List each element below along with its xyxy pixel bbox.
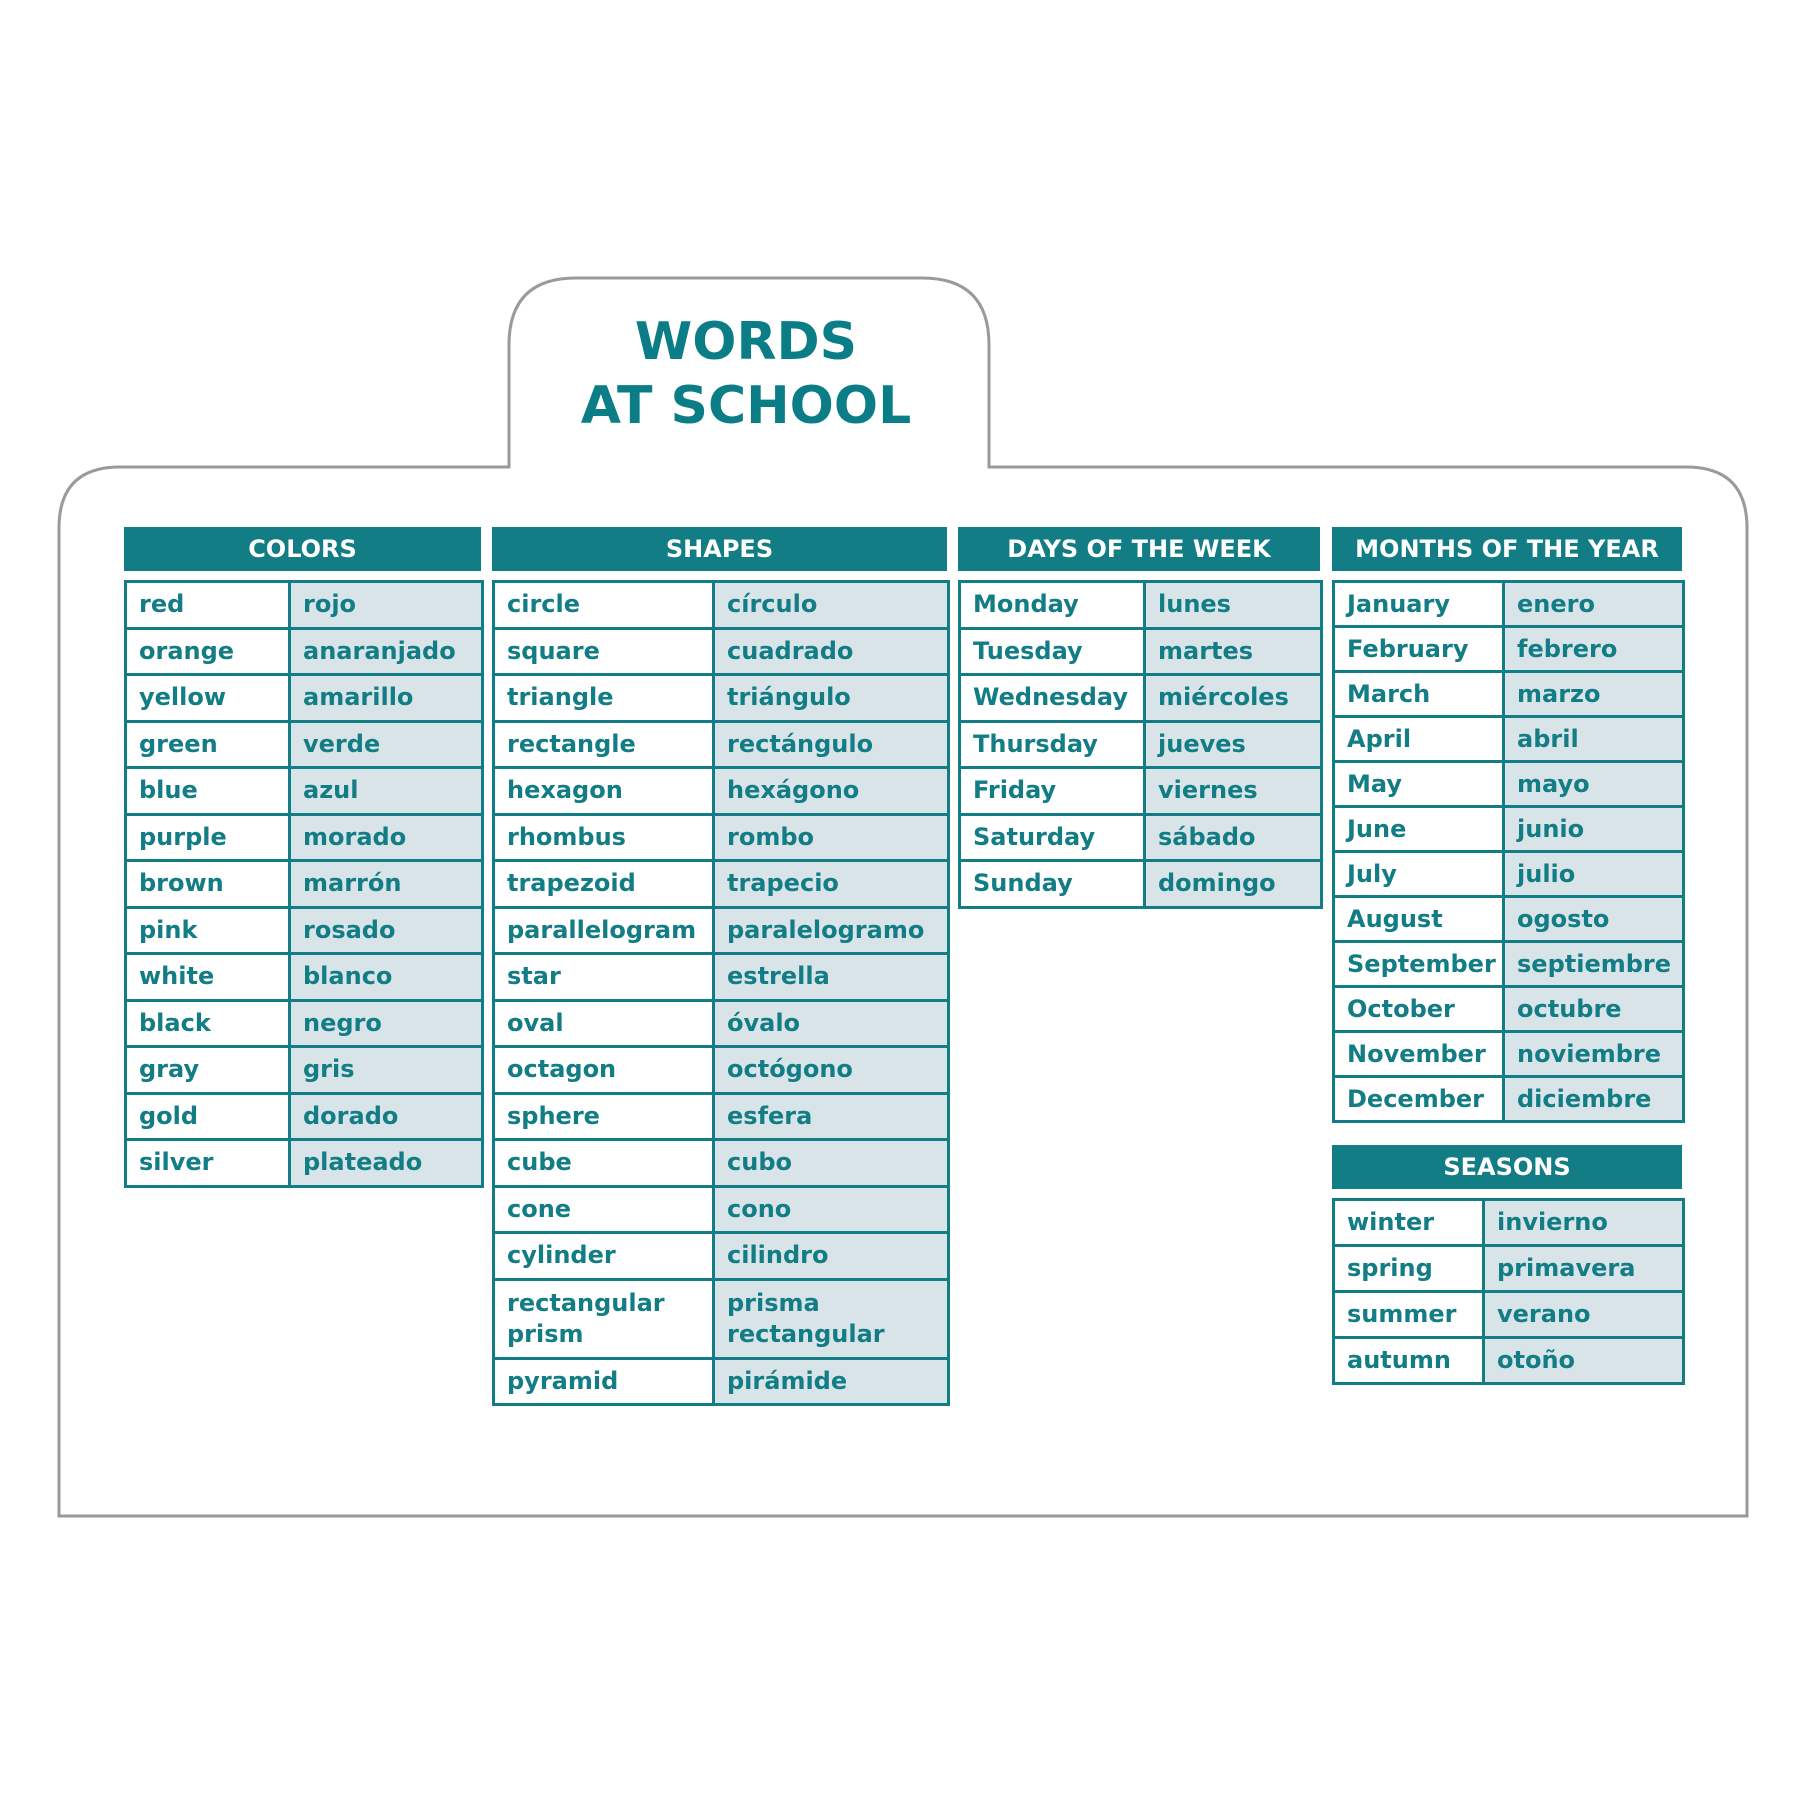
month-english: February	[1334, 627, 1504, 672]
shape-row	[494, 1093, 949, 1140]
color-row	[126, 907, 483, 954]
color-row	[126, 1140, 483, 1187]
shape-spanish: óvalo	[714, 1000, 949, 1047]
color-english: silver	[126, 1140, 290, 1187]
shape-row	[494, 721, 949, 768]
color-english: brown	[126, 861, 290, 908]
month-english: July	[1334, 852, 1504, 897]
color-english: gray	[126, 1047, 290, 1094]
shape-spanish: cono	[714, 1186, 949, 1233]
shape-row	[494, 582, 949, 629]
seasons-section	[1332, 1145, 1682, 1385]
month-english: December	[1334, 1077, 1504, 1122]
shape-row	[494, 1233, 949, 1280]
shape-row	[494, 861, 949, 908]
shape-english: square	[494, 628, 714, 675]
shape-english: rectangular prism	[494, 1279, 714, 1358]
shape-spanish: rombo	[714, 814, 949, 861]
day-spanish: miércoles	[1145, 675, 1322, 722]
shapes-section	[492, 527, 947, 1406]
season-spanish: invierno	[1484, 1200, 1684, 1246]
day-english: Thursday	[960, 721, 1145, 768]
color-english: yellow	[126, 675, 290, 722]
seasons-table	[1332, 1198, 1685, 1385]
month-spanish: mayo	[1504, 762, 1684, 807]
month-spanish: septiembre	[1504, 942, 1684, 987]
seasons-header: SEASONS	[1332, 1145, 1682, 1189]
colors-table	[124, 580, 484, 1188]
day-row	[960, 721, 1322, 768]
color-spanish: morado	[290, 814, 483, 861]
shapes-table	[492, 580, 950, 1406]
color-english: white	[126, 954, 290, 1001]
shape-row	[494, 1000, 949, 1047]
month-row	[1334, 942, 1684, 987]
color-english: blue	[126, 768, 290, 815]
shape-english: cone	[494, 1186, 714, 1233]
months-header: MONTHS OF THE YEAR	[1332, 527, 1682, 571]
title-line-2: AT SCHOOL	[580, 376, 912, 436]
shape-english: trapezoid	[494, 861, 714, 908]
color-english: gold	[126, 1093, 290, 1140]
day-row	[960, 861, 1322, 908]
shape-spanish: estrella	[714, 954, 949, 1001]
month-spanish: octubre	[1504, 987, 1684, 1032]
color-row	[126, 721, 483, 768]
season-row	[1334, 1338, 1684, 1384]
month-english: January	[1334, 582, 1504, 627]
season-row	[1334, 1200, 1684, 1246]
month-english: October	[1334, 987, 1504, 1032]
month-spanish: marzo	[1504, 672, 1684, 717]
shape-row	[494, 907, 949, 954]
month-spanish: julio	[1504, 852, 1684, 897]
shape-english: hexagon	[494, 768, 714, 815]
month-row	[1334, 897, 1684, 942]
month-spanish: ogosto	[1504, 897, 1684, 942]
shape-english: oval	[494, 1000, 714, 1047]
shape-english: pyramid	[494, 1358, 714, 1405]
season-spanish: otoño	[1484, 1338, 1684, 1384]
shape-row	[494, 1047, 949, 1094]
shape-row	[494, 814, 949, 861]
page-title	[508, 310, 984, 438]
month-row	[1334, 807, 1684, 852]
shape-row	[494, 1358, 949, 1405]
color-row	[126, 1047, 483, 1094]
shape-spanish: prisma rectangular	[714, 1279, 949, 1358]
shape-english: rectangle	[494, 721, 714, 768]
shape-spanish: trapecio	[714, 861, 949, 908]
day-spanish: sábado	[1145, 814, 1322, 861]
month-spanish: noviembre	[1504, 1032, 1684, 1077]
month-english: May	[1334, 762, 1504, 807]
month-spanish: abril	[1504, 717, 1684, 762]
shapes-header: SHAPES	[492, 527, 947, 571]
shape-spanish: esfera	[714, 1093, 949, 1140]
day-row	[960, 814, 1322, 861]
month-row	[1334, 627, 1684, 672]
day-row	[960, 675, 1322, 722]
shape-row	[494, 768, 949, 815]
color-spanish: azul	[290, 768, 483, 815]
shape-row	[494, 1186, 949, 1233]
day-row	[960, 768, 1322, 815]
days-section	[958, 527, 1320, 909]
title-line-1: WORDS	[634, 312, 858, 372]
day-english: Wednesday	[960, 675, 1145, 722]
color-english: pink	[126, 907, 290, 954]
shape-english: parallelogram	[494, 907, 714, 954]
month-spanish: enero	[1504, 582, 1684, 627]
day-spanish: jueves	[1145, 721, 1322, 768]
color-spanish: rosado	[290, 907, 483, 954]
shape-english: sphere	[494, 1093, 714, 1140]
month-english: September	[1334, 942, 1504, 987]
shape-english: circle	[494, 582, 714, 629]
color-spanish: blanco	[290, 954, 483, 1001]
shape-english: triangle	[494, 675, 714, 722]
months-table	[1332, 580, 1685, 1123]
color-english: orange	[126, 628, 290, 675]
month-row	[1334, 1077, 1684, 1122]
month-row	[1334, 672, 1684, 717]
color-english: purple	[126, 814, 290, 861]
shape-row	[494, 1140, 949, 1187]
colors-header: COLORS	[124, 527, 481, 571]
shape-english: rhombus	[494, 814, 714, 861]
shape-english: cube	[494, 1140, 714, 1187]
shape-spanish: hexágono	[714, 768, 949, 815]
color-row	[126, 1000, 483, 1047]
color-english: green	[126, 721, 290, 768]
day-row	[960, 582, 1322, 629]
month-spanish: junio	[1504, 807, 1684, 852]
shape-row	[494, 1279, 949, 1358]
month-english: April	[1334, 717, 1504, 762]
color-spanish: plateado	[290, 1140, 483, 1187]
color-spanish: verde	[290, 721, 483, 768]
month-row	[1334, 987, 1684, 1032]
season-row	[1334, 1246, 1684, 1292]
shape-spanish: cilindro	[714, 1233, 949, 1280]
month-spanish: febrero	[1504, 627, 1684, 672]
color-row	[126, 1093, 483, 1140]
shape-spanish: triángulo	[714, 675, 949, 722]
color-spanish: marrón	[290, 861, 483, 908]
shape-spanish: rectángulo	[714, 721, 949, 768]
season-english: summer	[1334, 1292, 1484, 1338]
season-english: spring	[1334, 1246, 1484, 1292]
color-row	[126, 582, 483, 629]
month-row	[1334, 762, 1684, 807]
shape-row	[494, 954, 949, 1001]
color-row	[126, 954, 483, 1001]
color-spanish: rojo	[290, 582, 483, 629]
color-row	[126, 768, 483, 815]
day-spanish: martes	[1145, 628, 1322, 675]
shape-english: cylinder	[494, 1233, 714, 1280]
season-spanish: verano	[1484, 1292, 1684, 1338]
month-english: November	[1334, 1032, 1504, 1077]
season-english: winter	[1334, 1200, 1484, 1246]
days-header: DAYS OF THE WEEK	[958, 527, 1320, 571]
months-section	[1332, 527, 1682, 1123]
color-english: black	[126, 1000, 290, 1047]
month-row	[1334, 852, 1684, 897]
day-row	[960, 628, 1322, 675]
month-row	[1334, 717, 1684, 762]
shape-english: star	[494, 954, 714, 1001]
color-row	[126, 861, 483, 908]
month-english: March	[1334, 672, 1504, 717]
colors-section	[124, 527, 481, 1188]
color-row	[126, 675, 483, 722]
shape-spanish: pirámide	[714, 1358, 949, 1405]
season-spanish: primavera	[1484, 1246, 1684, 1292]
color-row	[126, 814, 483, 861]
shape-row	[494, 628, 949, 675]
day-english: Sunday	[960, 861, 1145, 908]
month-english: August	[1334, 897, 1504, 942]
shape-spanish: octógono	[714, 1047, 949, 1094]
month-row	[1334, 582, 1684, 627]
season-row	[1334, 1292, 1684, 1338]
day-english: Monday	[960, 582, 1145, 629]
shape-spanish: paralelogramo	[714, 907, 949, 954]
color-spanish: dorado	[290, 1093, 483, 1140]
month-row	[1334, 1032, 1684, 1077]
shape-spanish: cubo	[714, 1140, 949, 1187]
shape-english: octagon	[494, 1047, 714, 1094]
color-spanish: gris	[290, 1047, 483, 1094]
color-english: red	[126, 582, 290, 629]
shape-spanish: cuadrado	[714, 628, 949, 675]
month-spanish: diciembre	[1504, 1077, 1684, 1122]
color-spanish: negro	[290, 1000, 483, 1047]
color-spanish: amarillo	[290, 675, 483, 722]
day-spanish: viernes	[1145, 768, 1322, 815]
days-table	[958, 580, 1323, 909]
day-spanish: lunes	[1145, 582, 1322, 629]
shape-row	[494, 675, 949, 722]
day-english: Friday	[960, 768, 1145, 815]
color-row	[126, 628, 483, 675]
month-english: June	[1334, 807, 1504, 852]
day-english: Saturday	[960, 814, 1145, 861]
day-english: Tuesday	[960, 628, 1145, 675]
color-spanish: anaranjado	[290, 628, 483, 675]
day-spanish: domingo	[1145, 861, 1322, 908]
season-english: autumn	[1334, 1338, 1484, 1384]
shape-spanish: círculo	[714, 582, 949, 629]
